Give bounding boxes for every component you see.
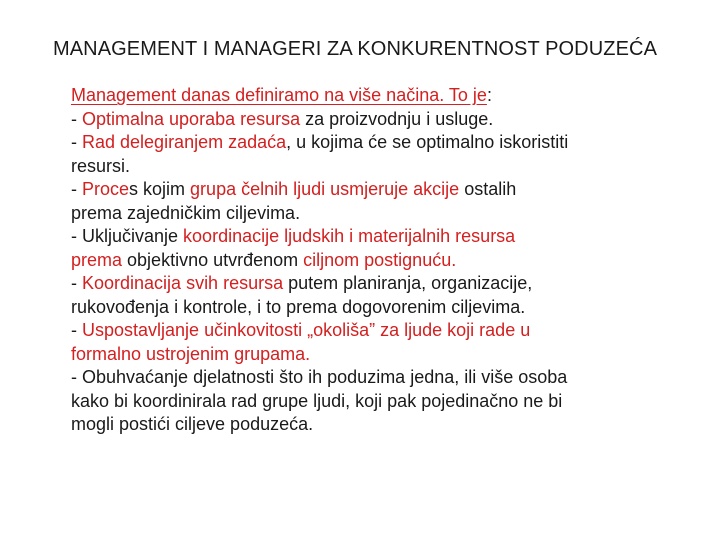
slide-body [71, 84, 689, 437]
body-line [71, 155, 689, 179]
text-segment: - [71, 320, 82, 340]
text-segment: - Uključivanje [71, 226, 184, 246]
body-line [71, 366, 689, 390]
text-segment: ciljnom postignuću. [303, 249, 457, 270]
text-segment: putem planiranja, organizacije, [283, 273, 533, 293]
text-segment: - [71, 273, 82, 293]
text-segment: - [71, 179, 82, 199]
text-segment: - [71, 132, 82, 152]
text-segment: - [71, 108, 82, 129]
body-line [71, 249, 689, 273]
text-segment: za proizvodnju i usluge. [300, 108, 494, 129]
body-line [71, 413, 689, 437]
body-line [71, 296, 689, 320]
text-segment: rukovođenja i kontrole, i to prema dogovorenim ciljevima. [71, 296, 526, 317]
text-segment: resursi. [71, 155, 131, 176]
text-segment: ostalih [459, 179, 517, 199]
text-segment: Proce [82, 179, 130, 199]
body-line [71, 178, 689, 202]
text-segment: - Obuhvaćanje djelatnosti što ih poduzima jedna, ili više osoba [71, 367, 568, 387]
body-line [71, 108, 689, 132]
text-segment: Rad delegiranjem zadaća [82, 132, 287, 152]
body-line [71, 390, 689, 414]
text-segment: kako bi koordinirala rad grupe ljudi, koji pak pojedinačno ne bi [71, 390, 563, 411]
text-segment: Uspostavljanje učinkovitosti „okoliša” za ljude koji rade u [82, 320, 531, 340]
text-segment: Koordinacija svih resursa [82, 273, 284, 293]
body-line [71, 84, 689, 108]
text-segment: grupa čelnih ljudi usmjeruje akcije [190, 179, 460, 199]
text-segment: : [486, 85, 492, 105]
text-segment: mogli postići ciljeve poduzeća. [71, 414, 314, 434]
body-line [71, 202, 689, 226]
slide-title: MANAGEMENT I MANAGERI ZA KONKURENTNOST PODUZEĆA [52, 38, 658, 60]
text-segment: objektivno utvrđenom [122, 249, 304, 270]
text-segment: formalno ustrojenim grupama. [71, 343, 311, 364]
text-segment: , u kojima će se optimalno iskoristiti [286, 132, 569, 152]
body-line [71, 272, 689, 296]
text-segment: Management danas definiramo na više načina. To je [71, 85, 487, 105]
text-segment: prema [71, 249, 123, 270]
text-segment: s kojim [129, 179, 191, 199]
text-segment: prema zajedničkim ciljevima. [71, 202, 301, 223]
text-segment: Optimalna uporaba resursa [82, 108, 301, 129]
body-line [71, 319, 689, 343]
body-line [71, 131, 689, 155]
text-segment: koordinacije ljudskih i materijalnih resursa [183, 226, 516, 246]
body-line [71, 343, 689, 367]
body-line [71, 225, 689, 249]
